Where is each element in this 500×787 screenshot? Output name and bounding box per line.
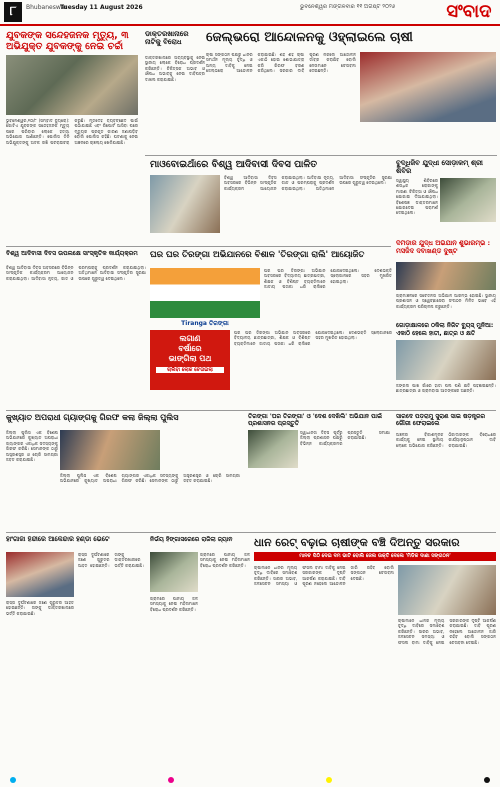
city-label: Bhubaneswar — [26, 4, 67, 11]
ad-line4: ଚାଲିବା ଲୋକ ଚେତାଇଲା — [156, 367, 224, 373]
photo-s7 — [396, 262, 496, 290]
headline-s10: କୁଖ୍ୟାତ ଅପରାଧୀ ଗ୍ୟାଙ୍ଗକୁ ଗିରଫ କଲା ଜିଲ୍ଲା ପୁଲିସ — [6, 413, 179, 422]
body-s11: ସ୍ୱାଧୀନତା ଦିବସ ପୂର୍ବରୁ ଜିଲ୍ଲା ପ୍ରଶାସନ ପକ୍ଷରୁ ବିଭିନ୍ନ କାର୍ଯ୍ୟକ୍ରମର ପ୍ରସ୍ତୁତି ସମୀକ୍ଷା କରାଯାଇଛି। — [300, 430, 390, 446]
body-ad-side: ଘର ଘର ତିରଙ୍ଗା ଅଭିଯାନ ଅବସରରେ ବିଦ୍ୟାଳୟ ଛାତ୍ରଛାତ୍ରୀ, ଶିକ୍ଷକ ଓ ବିଶିଷ୍ଟ ବ୍ୟକ୍ତିମାନେ ଜାତୀୟ ପତାକା ଧରି ରାଲିରେ ଯୋଗଦେଇଥିଲେ। ଦେଶଭକ୍ତି ସ୍ଲୋଗାନରେ ସହର ମୁଖରିତ ହୋଇଥିଲା। — [234, 330, 392, 346]
divider-2 — [6, 246, 391, 247]
headline-s12: ସାରଦେ ପଡ଼ରାମୁ ସୁରାଣ ସାଇ ଷଡ଼ନ୍ତ୍ରର ଗୌରୀ ଫେରାଇଲେ — [396, 413, 486, 428]
body-s4: ବିଶ୍ୱ ଆଦିବାସୀ ଦିବସ ଅବସରରେ ବିଭିନ୍ନ ସାଂସ୍କୃତିକ କାର୍ଯ୍ୟକ୍ରମ ଆୟୋଜନ କରାଯାଇଥିଲା। ଆଦିବାସୀ ନୃତ୍ୟ, ଗୀତ ଓ ପରମ୍ପରାକୁ ପ୍ରଦର୍ଶନ କରାଯାଇଥିଲା। ଅତିଥିମାନେ ଆଦିବାସୀ ସଂସ୍କୃତିର ସୁରକ୍ଷା ଉପରେ ଗୁରୁତ୍ୱ ଦେଇଥିଲେ। — [224, 175, 392, 191]
body-s1: ଭୁବନେଶ୍ୱର,୧୦/୮ (ସମ୍ବାଦ ବ୍ୟୁରୋ): ଗୋଟିଏ ଯୁବକଙ୍କ ସନ୍ଦେହଜନକ ମୃତ୍ୟୁ ପରେ ପରିବାର ଲୋକେ ହତ୍ୟା ଅଭିଯୋଗ ଆଣିଛନ୍ତି। ପୋଲିସ ତିନି ଅଭିଯୁକ୍ତଙ୍କୁ ଅଟକ ରଖି ପଚରାଉଚରା କରୁଛି। ମୃତଦେହ ବ୍ୟବଚ୍ଛେଦ ପାଇଁ ପଠାଯାଇଛି ଏବଂ ରିପୋର୍ଟ ଆସିବା ପରେ ମୃତ୍ୟୁର ପ୍ରକୃତ କାରଣ ଜଣାପଡ଼ିବ ବୋଲି ପୋଲିସ କହିଛି। ଘଟଣାକୁ ନେଇ ଅଞ୍ଚଳରେ ଚାଞ୍ଚଲ୍ୟ ଖେଳିଯାଇଛି। — [6, 118, 138, 145]
headline-s15: ଧାନ ରେଟ୍ ବଢ଼ାଇ ଚାଷୀଙ୍କ ବଞ୍ଚି ଦିଅନ୍ତୁ ସରକାର — [254, 536, 460, 549]
headline-s5: ବୁଦ୍ଧିଜିବ ଯୁଦ୍ଧୀ ସୋଡ଼ାକମ୍‌ ଶ୍ରୀ ଶିବିର — [396, 159, 483, 176]
subhead-s8: ଏକାଠି ହେଲେ ହାତୀ, ଛାତ୍ର ଓ କ୍ଷତି — [396, 330, 476, 337]
headline-s4: ମାଓବୋଇର୍ଥାରେ ବିଶ୍ୱ ଆଦିବାସୀ ଦିବସ ପାଳିତ — [150, 159, 318, 170]
body-s14b: ଗ୍ରାମରେ ପାନୀୟ ଜଳ ସମସ୍ୟାକୁ ନେଇ ମହିଳାମାନେ ବିରୋଧ ପ୍ରଦର୍ଶନ କରିଛନ୍ତି। — [200, 552, 250, 568]
headline-s8: ଗୋଡ଼ାକ୍ଷାଳରେ ଠକିଲା ନିଜିଟ ବ୍ୟୁସ୍ ମୁନିଆ: — [396, 322, 494, 329]
body-s10: ଜିଲ୍ଲା ପୁଲିସ ଏକ ବିଶେଷ ଅଭିଯାନରେ କୁଖ୍ୟାତ ଅପରାଧୀ ଗ୍ୟାଙ୍ଗର ଏକାଧିକ ସଦସ୍ୟଙ୍କୁ ଗିରଫ କରିଛି। ସେମାନଙ୍କ ଠାରୁ ଅସ୍ତ୍ରଶସ୍ତ୍ର ଓ ଚୋରି ସାମଗ୍ରୀ ଜବତ କରାଯାଇଛି। — [6, 430, 58, 463]
body-s8: ଜଙ୍ଗଲ ପାଖ ଗାଁରେ ହାତୀ ପଲ ପଶି କ୍ଷତି ପହଞ୍ଚାଇଛନ୍ତି। ଛାତ୍ରଛାତ୍ରୀ ଓ ଗ୍ରାମବାସୀ ଆତଙ୍କରେ ଅଛନ୍ତି। — [396, 383, 496, 394]
headline-s7: ଦିମିଡ଼ାର ଯୁଦ୍ଧ ଅଭିଯାନ ଶୁଭାରମ୍ଭ : ମସଜିଦ ଦବାଖଣ୍ଡ ଦୁଷ୍ଟ — [396, 240, 491, 255]
photo-s8 — [396, 340, 496, 380]
ad-line1: ଲଗାଣ — [179, 334, 201, 343]
banner-s15: ମାନଚ ପିଠି ଦେଇ ଦମ ଭାଟି ବୋଲି ଜେଲ ଉକ୍ତି ଦେଲେ 'ମିଡିକ ଦାଣା ସଙ୍ଗଠନ' — [254, 552, 496, 561]
photo-s14 — [150, 552, 198, 592]
lead-photo — [360, 52, 496, 122]
headline-s1: ଯୁବକଙ୍କ ସନ୍ଦେହଜନକ ମୃତ୍ୟୁ, ୩ ଅଭିଯୁକ୍ତ ଯୁବକଙ୍କୁ ନେଇ ଚର୍ଚ୍ଚା — [6, 30, 129, 53]
body-s12: ଅଞ୍ଚଳର ବିକାଶମୂଳକ କାର୍ଯ୍ୟକୁ ନେଇ ସ୍ଥାନୀୟ ଲୋକେ ଅଭିଯୋଗ କରିଛନ୍ତି। ଠିକାଦାରଙ୍କ ବିରୋଧରେ କାର୍ଯ୍ୟାନୁଷ୍ଠାନ ଦାବି କରାଯାଇଛି। — [396, 432, 496, 448]
divider-3 — [6, 410, 496, 411]
body-s15: ଚାଷୀମାନେ ଧାନର ମୂଲ୍ୟ ବୃଦ୍ଧି ଦାବିରେ ସମାବେଶ କରିଛନ୍ତି। ସାରର ଅଭାବ, ଜଳସେଚନ ସମସ୍ୟା ଓ ଫସଲ ବୀମା ଦାବିକୁ ନେଇ ସରକାରଙ୍କ ଦୃଷ୍ଟି ଆକର୍ଷଣ କରାଯାଇଛି। ଦାବି ପୂରଣ ନହେଲେ ଆନ୍ଦୋଳନ ଜାରି ରହିବ ବୋଲି ସଙ୍ଗଠନ ଚେତାବନୀ ଦେଇଛି। — [254, 565, 394, 587]
photo-s1 — [6, 55, 138, 115]
odia-date-label: ଭୁବନେଶ୍ୱର ମଙ୍ଗଳବାର ୧୧ ଅଗଷ୍ଟ ୨୦୨୬ — [300, 4, 396, 10]
lead-body: ଚାଷୀ ସଙ୍ଗଠନ ପକ୍ଷରୁ ଧାନର ସମର୍ଥନ ମୂଲ୍ୟ ବୃଦ୍ଧି ଓ ଅନ୍ୟ ଦାବିକୁ ନେଇ ଜେଲ୍‌ଭରୋ ଆନ୍ଦୋଳନ କରାଯାଇଛି। ଶହ ଶହ ଚାଷୀ ଏକାଠି ହୋଇ ଶୋଭାଯାତ୍ରା କରି ଗିରଫ ବରଣ କରିଥିଲେ। ସରକାର ଦାବି ପୂରଣ ନକଲେ ଆନ୍ଦୋଳନ ତୀବ୍ର କରାଯିବ ବୋଲି ନେତାମାନେ ଚେତାବନୀ ଦେଇଛନ୍ତି। — [206, 52, 356, 74]
headline-s13: ହାଂଗାଜା ହିନ୍ଦୀରେ ଆକେନ୍ଦାର ହଣ୍ଡା ଭେଟେ — [6, 536, 110, 543]
lead-headline: ଜେଲ୍‌ଭରୋ ଆନ୍ଦୋଳନକୁ ଓହ୍ଲାଇଲେ ଚାଷୀ — [206, 30, 413, 45]
body-s13b: ରାସ୍ତା ଦୁର୍ଘଟଣାରେ ଜଣେ ଗୁରୁତର ଆହତ ହୋଇଛନ୍ତି। ତାଙ୍କୁ ଡାକ୍ତରଖାନାରେ ଭର୍ତ୍ତି କରାଯାଇଛି। — [6, 600, 74, 616]
body-left-2: ବିଶ୍ୱ ଆଦିବାସୀ ଦିବସ ଅବସରରେ ବିଭିନ୍ନ ସାଂସ୍କୃତିକ କାର୍ଯ୍ୟକ୍ରମ ଆୟୋଜନ କରାଯାଇଥିଲା। ଆଦିବାସୀ ନୃତ୍ୟ, ଗୀତ ଓ ପରମ୍ପରାକୁ ପ୍ରଦର୍ଶନ କରାଯାଇଥିଲା। ଅତିଥିମାନେ ଆଦିବାସୀ ସଂସ୍କୃତିର ସୁରକ୍ଷା ଉପରେ ଗୁରୁତ୍ୱ ଦେଇଥିଲେ। — [6, 265, 146, 281]
body-s13: ରାସ୍ତା ଦୁର୍ଘଟଣାରେ ଜଣେ ଗୁରୁତର ଆହତ ହୋଇଛନ୍ତି। ତାଙ୍କୁ ଡାକ୍ତରଖାନାରେ ଭର୍ତ୍ତି କରାଯାଇଛି। — [78, 552, 144, 568]
headline-s11: ତିରଙ୍ଗା 'ଘର ତିରଙ୍ଗା' ଓ 'ଦେଶ ଦେଖିଲି' ଅଭିଯାନ ପାଇଁ ପ୍ରଶାସନର ପ୍ରସ୍ତୁତି — [248, 413, 382, 428]
body-s15b: ଚାଷୀମାନେ ଧାନର ମୂଲ୍ୟ ବୃଦ୍ଧି ଦାବିରେ ସମାବେଶ କରିଛନ୍ତି। ସାରର ଅଭାବ, ଜଳସେଚନ ସମସ୍ୟା ଓ ଫସଲ ବୀମା ଦାବିକୁ ନେଇ ସରକାରଙ୍କ ଦୃଷ୍ଟି ଆକର୍ଷଣ କରାଯାଇଛି। ଦାବି ପୂରଣ ନହେଲେ ଆନ୍ଦୋଳନ ଜାରି ରହିବ ବୋଲି ସଙ୍ଗଠନ ଚେତାବନୀ ଦେଇଛି। — [398, 618, 496, 645]
body-s2: ଡାକ୍ତରଖାନାରେ ଅବ୍ୟବସ୍ଥାକୁ ନେଇ ସ୍ଥାନୀୟ ଲୋକେ ବିରୋଧ ପ୍ରଦର୍ଶନ କରିଛନ୍ତି। ଚିକିତ୍ସକ ଅଭାବ ଓ ଔଷଧ ଅଭାବକୁ ନେଇ ଦାବିପତ୍ର ଦାଖଲ କରାଯାଇଛି। — [145, 55, 205, 82]
headline-s14: ନିର୍ଭୟ ହିଙ୍ଗାସରେରେ ରାଜିଲା ଜ୍ୟାନ — [150, 536, 233, 543]
photo-s4 — [150, 175, 220, 233]
photo-s10 — [60, 430, 160, 470]
ad-box — [150, 330, 230, 390]
registration-mark-icon — [168, 777, 174, 783]
body-s9: ଘର ଘର ତିରଙ୍ଗା ଅଭିଯାନ ଅବସରରେ ବିଦ୍ୟାଳୟ ଛାତ୍ରଛାତ୍ରୀ, ଶିକ୍ଷକ ଓ ବିଶିଷ୍ଟ ବ୍ୟକ୍ତିମାନେ ଜାତୀୟ ପତାକା ଧରି ରାଲିରେ ଯୋଗଦେଇଥିଲେ। ଦେଶଭକ୍ତି ସ୍ଲୋଗାନରେ ସହର ମୁଖରିତ ହୋଇଥିଲା। — [264, 268, 392, 290]
newspaper-logo: ସଂବାଦ — [446, 1, 492, 22]
divider-1 — [145, 155, 497, 156]
tiranga-caption: Tiranga ତିରଙ୍ଗା — [181, 320, 229, 327]
ad-line2: ବର୍ଷାରେ — [178, 344, 202, 353]
date-label: Tuesday 11 August 2026 — [60, 4, 143, 11]
divider-4 — [6, 532, 496, 533]
photo-s15 — [398, 565, 496, 615]
ad-line3: ଭାଙ୍ଗିଲା ପଥ — [168, 354, 212, 363]
photo-s13 — [6, 552, 74, 597]
registration-mark-icon — [326, 777, 332, 783]
body-s7: ଗ୍ରାମାଞ୍ଚଳରେ ସଚେତନତା ଅଭିଯାନ ଆରମ୍ଭ ହୋଇଛି। ସ୍ଥାନୀୟ ପ୍ରଶାସନ ଓ ସ୍ୱେଚ୍ଛାସେବୀ ସଂଗଠନ ମିଳିତ ଭାବେ ଏହି କାର୍ଯ୍ୟକ୍ରମ ପରିଚାଳନା କରୁଛନ୍ତି। — [396, 293, 496, 309]
page-number: ୮ — [4, 2, 22, 22]
tiranga-photo — [150, 268, 260, 318]
photo-s5 — [440, 178, 496, 222]
registration-marks — [10, 777, 490, 783]
body-s14: ଗ୍ରାମରେ ପାନୀୟ ଜଳ ସମସ୍ୟାକୁ ନେଇ ମହିଳାମାନେ ବିରୋଧ ପ୍ରଦର୍ଶନ କରିଛନ୍ତି। — [150, 596, 198, 612]
headline-s2: ଡାକ୍ତରଖାନାରେ ନାଟିକୁ ବିରୋଧ — [145, 30, 189, 47]
body-s5: ସ୍ୱାସ୍ଥ୍ୟ ଶିବିରରେ ଶତାଧିକ ରୋଗୀଙ୍କୁ ମାଗଣା ଚିକିତ୍ସା ଓ ଔଷଧ ଯୋଗାଇ ଦିଆଯାଇଥିଲା। ବିଶେଷଜ୍ଞ ଡାକ୍ତରମାନେ ଯୋଗଦେଇ ପରାମର୍ଶ ଦେଇଥିଲେ। — [396, 178, 438, 216]
registration-mark-icon — [10, 777, 16, 783]
photo-s11 — [248, 430, 298, 468]
registration-mark-icon — [484, 777, 490, 783]
body-s10b: ଜିଲ୍ଲା ପୁଲିସ ଏକ ବିଶେଷ ଅଭିଯାନରେ କୁଖ୍ୟାତ ଅପରାଧୀ ଗ୍ୟାଙ୍ଗର ଏକାଧିକ ସଦସ୍ୟଙ୍କୁ ଗିରଫ କରିଛି। ସେମାନଙ୍କ ଠାରୁ ଅସ୍ତ୍ରଶସ୍ତ୍ର ଓ ଚୋରି ସାମଗ୍ରୀ ଜବତ କରାଯାଇଛି। — [60, 473, 240, 484]
headline-left-2: ବିଶ୍ୱ ଆଦିବାସୀ ଦିବସ ଉପଲକ୍ଷେ ସାଂସ୍କୃତିକ କାର୍ଯ୍ୟକ୍ରମ — [6, 250, 138, 257]
masthead — [0, 0, 500, 26]
headline-s9: ଘର ଘର ତିରଙ୍ଗା ଅଭିଯାନରେ ବିଶାଳ 'ତିରଙ୍ଗା ରାଲି' ଆୟୋଜିତ — [150, 250, 365, 260]
